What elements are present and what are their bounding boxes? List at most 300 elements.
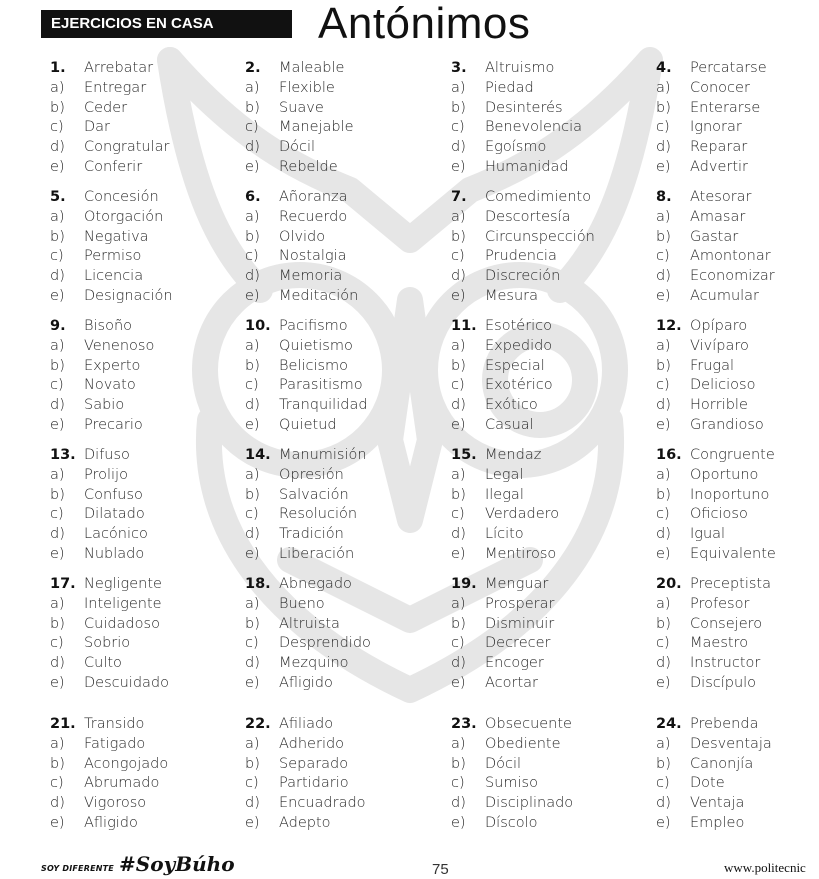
option-row xyxy=(50,735,168,755)
option-text: Desprendido xyxy=(279,635,371,652)
option-text: Venenoso xyxy=(84,337,155,354)
option-row xyxy=(451,794,573,814)
option-letter: e) xyxy=(245,545,260,562)
option-text: Belicismo xyxy=(279,357,349,374)
option-row xyxy=(245,545,367,565)
option-letter: c) xyxy=(656,377,670,394)
option-text: Prosperar xyxy=(485,595,555,612)
exercise-item xyxy=(656,317,764,436)
option-letter: e) xyxy=(451,674,466,691)
option-row xyxy=(245,794,366,814)
option-letter: d) xyxy=(50,655,65,672)
option-row xyxy=(245,774,366,794)
option-row xyxy=(50,118,170,138)
option-row xyxy=(245,287,358,307)
exercise-word: Concesión xyxy=(84,189,159,205)
option-letter: b) xyxy=(656,99,671,116)
option-text: Afligido xyxy=(84,814,138,831)
exercise-item xyxy=(50,715,168,834)
exercise-item xyxy=(451,715,573,834)
option-row xyxy=(656,99,767,119)
option-text: Exotérico xyxy=(485,377,553,394)
option-row xyxy=(656,615,771,635)
option-letter: b) xyxy=(50,357,65,374)
exercise-header xyxy=(245,59,354,79)
option-letter: e) xyxy=(50,545,65,562)
exercise-number: 11. xyxy=(451,318,477,334)
option-text: Sabio xyxy=(84,397,125,414)
option-row xyxy=(245,505,367,525)
option-letter: c) xyxy=(245,506,259,523)
exercise-word: Altruismo xyxy=(485,60,555,76)
option-text: Desinterés xyxy=(485,99,563,116)
option-text: Discípulo xyxy=(690,674,757,691)
option-row xyxy=(50,545,148,565)
exercise-header xyxy=(50,59,170,79)
exercise-item xyxy=(245,715,366,834)
option-text: Benevolencia xyxy=(485,119,583,136)
option-letter: c) xyxy=(50,775,64,792)
option-text: Flexible xyxy=(279,79,335,96)
option-letter: d) xyxy=(50,397,65,414)
option-letter: d) xyxy=(50,268,65,285)
exercise-header xyxy=(656,59,767,79)
option-row xyxy=(245,674,371,694)
option-text: Enterarse xyxy=(690,99,761,116)
option-row xyxy=(656,634,771,654)
option-letter: a) xyxy=(656,208,671,225)
option-letter: d) xyxy=(50,526,65,543)
option-letter: b) xyxy=(245,99,260,116)
option-row xyxy=(50,755,168,775)
option-text: Desventaja xyxy=(690,735,772,752)
option-letter: e) xyxy=(656,674,671,691)
option-letter: a) xyxy=(451,466,466,483)
option-letter: e) xyxy=(656,814,671,831)
option-row xyxy=(656,247,775,267)
exercise-item xyxy=(656,575,771,694)
footer-brand xyxy=(41,852,235,876)
option-text: Cuidadoso xyxy=(84,615,160,632)
option-letter: e) xyxy=(451,545,466,562)
option-text: Partidario xyxy=(279,775,349,792)
exercise-word: Abnegado xyxy=(279,576,352,592)
option-row xyxy=(451,654,555,674)
option-letter: d) xyxy=(451,397,466,414)
option-text: Designación xyxy=(84,287,173,304)
exercise-number: 13. xyxy=(50,447,76,463)
option-row xyxy=(245,267,358,287)
exercise-number: 10. xyxy=(245,318,271,334)
page-number: 75 xyxy=(432,861,449,878)
option-text: Manejable xyxy=(279,119,354,136)
option-letter: b) xyxy=(50,615,65,632)
option-letter: c) xyxy=(50,377,64,394)
exercise-item xyxy=(245,575,371,694)
option-text: Ceder xyxy=(84,99,128,116)
option-row xyxy=(656,505,776,525)
option-text: Instructor xyxy=(690,655,761,672)
option-letter: d) xyxy=(451,268,466,285)
exercise-number: 5. xyxy=(50,189,66,205)
option-row xyxy=(451,774,573,794)
option-letter: b) xyxy=(50,486,65,503)
exercise-item xyxy=(245,59,354,178)
option-letter: c) xyxy=(451,635,465,652)
option-row xyxy=(50,814,168,834)
exercise-number: 23. xyxy=(451,716,477,732)
option-text: Lícito xyxy=(485,526,524,543)
option-text: Profesor xyxy=(690,595,750,612)
exercise-number: 2. xyxy=(245,60,261,76)
option-row xyxy=(245,99,354,119)
option-letter: e) xyxy=(656,416,671,433)
option-row xyxy=(656,337,764,357)
exercise-header xyxy=(656,446,776,466)
option-letter: c) xyxy=(245,377,259,394)
option-text: Humanidad xyxy=(485,158,569,175)
option-letter: c) xyxy=(451,119,465,136)
option-letter: d) xyxy=(50,139,65,156)
option-text: Quietud xyxy=(279,416,337,433)
option-row xyxy=(451,595,555,615)
option-row xyxy=(656,138,767,158)
option-text: Otorgación xyxy=(84,208,164,225)
exercise-word: Prebenda xyxy=(690,716,759,732)
exercise-header xyxy=(50,446,148,466)
option-text: Tranquilidad xyxy=(279,397,368,414)
option-text: Tradición xyxy=(279,526,344,543)
option-row xyxy=(451,118,582,138)
option-letter: d) xyxy=(656,397,671,414)
option-row xyxy=(50,486,148,506)
option-text: Legal xyxy=(485,466,524,483)
option-text: Sumiso xyxy=(485,775,538,792)
exercise-word: Añoranza xyxy=(279,189,348,205)
exercise-number: 24. xyxy=(656,716,682,732)
exercise-item xyxy=(451,188,595,307)
option-row xyxy=(50,615,169,635)
option-text: Adepto xyxy=(279,814,331,831)
option-text: Decrecer xyxy=(485,635,551,652)
option-row xyxy=(50,287,173,307)
option-text: Circunspección xyxy=(485,228,595,245)
option-row xyxy=(656,376,764,396)
option-text: Descuidado xyxy=(84,674,169,691)
exercise-word: Transido xyxy=(84,716,145,732)
option-letter: d) xyxy=(656,268,671,285)
option-row xyxy=(50,774,168,794)
option-text: Verdadero xyxy=(485,506,560,523)
section-label: EJERCICIOS EN CASA xyxy=(41,10,292,38)
option-text: Mezquino xyxy=(279,655,349,672)
option-row xyxy=(656,595,771,615)
option-letter: b) xyxy=(451,615,466,632)
option-text: Nublado xyxy=(84,545,145,562)
option-row xyxy=(451,674,555,694)
option-row xyxy=(451,99,582,119)
option-row xyxy=(50,525,148,545)
option-letter: b) xyxy=(50,755,65,772)
option-letter: d) xyxy=(245,795,260,812)
option-text: Exótico xyxy=(485,397,538,414)
exercise-number: 18. xyxy=(245,576,271,592)
option-letter: e) xyxy=(451,416,466,433)
exercise-number: 16. xyxy=(656,447,682,463)
option-row xyxy=(245,634,371,654)
exercise-word: Pacifismo xyxy=(279,318,348,334)
option-text: Dar xyxy=(84,119,111,136)
option-row xyxy=(245,814,366,834)
option-row xyxy=(245,486,367,506)
option-row xyxy=(245,337,368,357)
option-row xyxy=(50,505,148,525)
option-letter: b) xyxy=(656,228,671,245)
option-text: Conocer xyxy=(690,79,750,96)
option-row xyxy=(50,466,148,486)
option-row xyxy=(451,208,595,228)
option-row xyxy=(245,138,354,158)
exercise-word: Comedimiento xyxy=(485,189,592,205)
exercise-number: 7. xyxy=(451,189,467,205)
option-letter: e) xyxy=(451,158,466,175)
option-letter: d) xyxy=(656,526,671,543)
option-letter: e) xyxy=(451,287,466,304)
option-letter: e) xyxy=(451,814,466,831)
option-letter: c) xyxy=(50,248,64,265)
option-letter: a) xyxy=(245,208,260,225)
exercise-header xyxy=(50,317,154,337)
option-row xyxy=(245,208,358,228)
option-letter: b) xyxy=(245,357,260,374)
option-letter: c) xyxy=(656,775,670,792)
option-letter: c) xyxy=(245,119,259,136)
option-row xyxy=(245,376,368,396)
option-text: Recuerdo xyxy=(279,208,348,225)
option-row xyxy=(50,99,170,119)
option-text: Discreción xyxy=(485,268,561,285)
option-letter: d) xyxy=(451,526,466,543)
option-row xyxy=(656,357,764,377)
exercise-word: Bisoño xyxy=(84,318,133,334)
option-text: Reparar xyxy=(690,139,748,156)
exercise-word: Mendaz xyxy=(485,447,542,463)
option-letter: c) xyxy=(50,119,64,136)
option-letter: c) xyxy=(50,635,64,652)
option-row xyxy=(451,287,595,307)
option-text: Liberación xyxy=(279,545,355,562)
option-text: Expedido xyxy=(485,337,553,354)
option-text: Lacónico xyxy=(84,526,148,543)
exercise-item xyxy=(451,59,582,178)
option-text: Inteligente xyxy=(84,595,162,612)
option-letter: c) xyxy=(451,377,465,394)
option-letter: e) xyxy=(50,674,65,691)
option-row xyxy=(245,158,354,178)
exercise-number: 22. xyxy=(245,716,271,732)
option-letter: a) xyxy=(50,79,65,96)
option-row xyxy=(451,247,595,267)
option-row xyxy=(50,357,154,377)
option-row xyxy=(245,79,354,99)
option-row xyxy=(656,158,767,178)
option-text: Prudencia xyxy=(485,248,557,265)
option-letter: b) xyxy=(50,228,65,245)
option-text: Igual xyxy=(690,526,726,543)
option-letter: a) xyxy=(451,595,466,612)
option-row xyxy=(451,79,582,99)
option-letter: c) xyxy=(451,775,465,792)
option-text: Ilegal xyxy=(485,486,524,503)
option-text: Congratular xyxy=(84,139,170,156)
option-letter: b) xyxy=(451,486,466,503)
option-letter: b) xyxy=(451,755,466,772)
option-row xyxy=(245,595,371,615)
option-letter: a) xyxy=(50,466,65,483)
option-letter: d) xyxy=(451,795,466,812)
option-row xyxy=(451,466,559,486)
option-row xyxy=(245,357,368,377)
option-text: Mentiroso xyxy=(485,545,557,562)
option-letter: a) xyxy=(245,79,260,96)
option-row xyxy=(50,208,173,228)
option-text: Dócil xyxy=(279,139,316,156)
option-row xyxy=(245,118,354,138)
exercise-number: 21. xyxy=(50,716,76,732)
option-letter: e) xyxy=(50,158,65,175)
option-text: Salvación xyxy=(279,486,349,503)
option-text: Disminuir xyxy=(485,615,555,632)
option-row xyxy=(656,814,772,834)
option-row xyxy=(451,396,553,416)
exercise-word: Menguar xyxy=(485,576,549,592)
option-row xyxy=(245,654,371,674)
option-text: Nostalgia xyxy=(279,248,347,265)
exercise-item xyxy=(245,446,367,565)
option-text: Olvido xyxy=(279,228,326,245)
exercise-word: Opíparo xyxy=(690,318,748,334)
option-letter: d) xyxy=(245,526,260,543)
exercise-item xyxy=(656,715,772,834)
exercise-item xyxy=(656,59,767,178)
option-text: Conferir xyxy=(84,158,143,175)
option-text: Dócil xyxy=(485,755,522,772)
option-row xyxy=(50,595,169,615)
option-letter: a) xyxy=(245,466,260,483)
option-text: Licencia xyxy=(84,268,144,285)
option-letter: a) xyxy=(656,595,671,612)
option-text: Novato xyxy=(84,377,136,394)
option-row xyxy=(451,337,553,357)
option-row xyxy=(451,505,559,525)
exercise-number: 14. xyxy=(245,447,271,463)
option-text: Entregar xyxy=(84,79,147,96)
option-letter: e) xyxy=(656,158,671,175)
option-row xyxy=(50,267,173,287)
option-letter: a) xyxy=(50,208,65,225)
exercise-header xyxy=(451,317,553,337)
option-text: Dilatado xyxy=(84,506,145,523)
option-text: Suave xyxy=(279,99,324,116)
option-letter: b) xyxy=(451,99,466,116)
option-text: Abrumado xyxy=(84,775,160,792)
option-text: Mesura xyxy=(485,287,539,304)
option-text: Permiso xyxy=(84,248,142,265)
exercise-header xyxy=(50,188,173,208)
brand-tagline: SOY DIFERENTE xyxy=(41,864,114,873)
option-letter: e) xyxy=(50,814,65,831)
exercise-item xyxy=(451,446,559,565)
option-row xyxy=(656,525,776,545)
option-letter: c) xyxy=(451,506,465,523)
option-row xyxy=(50,337,154,357)
option-letter: a) xyxy=(656,735,671,752)
option-text: Delicioso xyxy=(690,377,756,394)
option-row xyxy=(451,545,559,565)
exercise-header xyxy=(451,188,595,208)
option-letter: b) xyxy=(656,357,671,374)
option-text: Piedad xyxy=(485,79,534,96)
option-letter: c) xyxy=(245,635,259,652)
option-row xyxy=(451,634,555,654)
option-text: Meditación xyxy=(279,287,359,304)
option-text: Adherido xyxy=(279,735,345,752)
option-letter: c) xyxy=(50,506,64,523)
option-letter: e) xyxy=(245,814,260,831)
option-row xyxy=(656,79,767,99)
option-row xyxy=(451,735,573,755)
option-text: Oficioso xyxy=(690,506,748,523)
option-text: Equivalente xyxy=(690,545,776,562)
option-letter: d) xyxy=(656,139,671,156)
option-text: Quietismo xyxy=(279,337,353,354)
option-letter: c) xyxy=(245,775,259,792)
option-letter: b) xyxy=(50,99,65,116)
exercise-number: 15. xyxy=(451,447,477,463)
option-letter: a) xyxy=(245,337,260,354)
option-row xyxy=(50,634,169,654)
option-text: Acortar xyxy=(485,674,539,691)
option-text: Ignorar xyxy=(690,119,742,136)
exercise-header xyxy=(451,575,555,595)
page-title: Antónimos xyxy=(318,0,531,48)
option-row xyxy=(50,376,154,396)
option-row xyxy=(656,416,764,436)
option-letter: a) xyxy=(50,337,65,354)
exercise-word: Preceptista xyxy=(690,576,771,592)
option-text: Rebelde xyxy=(279,158,338,175)
option-row xyxy=(245,247,358,267)
option-text: Ventaja xyxy=(690,795,745,812)
option-row xyxy=(656,654,771,674)
exercise-number: 20. xyxy=(656,576,682,592)
exercise-header xyxy=(245,317,368,337)
exercise-item xyxy=(50,59,170,178)
exercise-number: 4. xyxy=(656,60,672,76)
option-letter: c) xyxy=(656,119,670,136)
option-letter: a) xyxy=(451,208,466,225)
option-text: Acumular xyxy=(690,287,760,304)
exercise-header xyxy=(656,575,771,595)
option-text: Vigoroso xyxy=(84,795,147,812)
option-letter: e) xyxy=(245,416,260,433)
exercise-header xyxy=(245,575,371,595)
option-letter: b) xyxy=(245,755,260,772)
option-letter: b) xyxy=(656,755,671,772)
exercise-header xyxy=(451,446,559,466)
option-row xyxy=(451,486,559,506)
option-row xyxy=(451,755,573,775)
